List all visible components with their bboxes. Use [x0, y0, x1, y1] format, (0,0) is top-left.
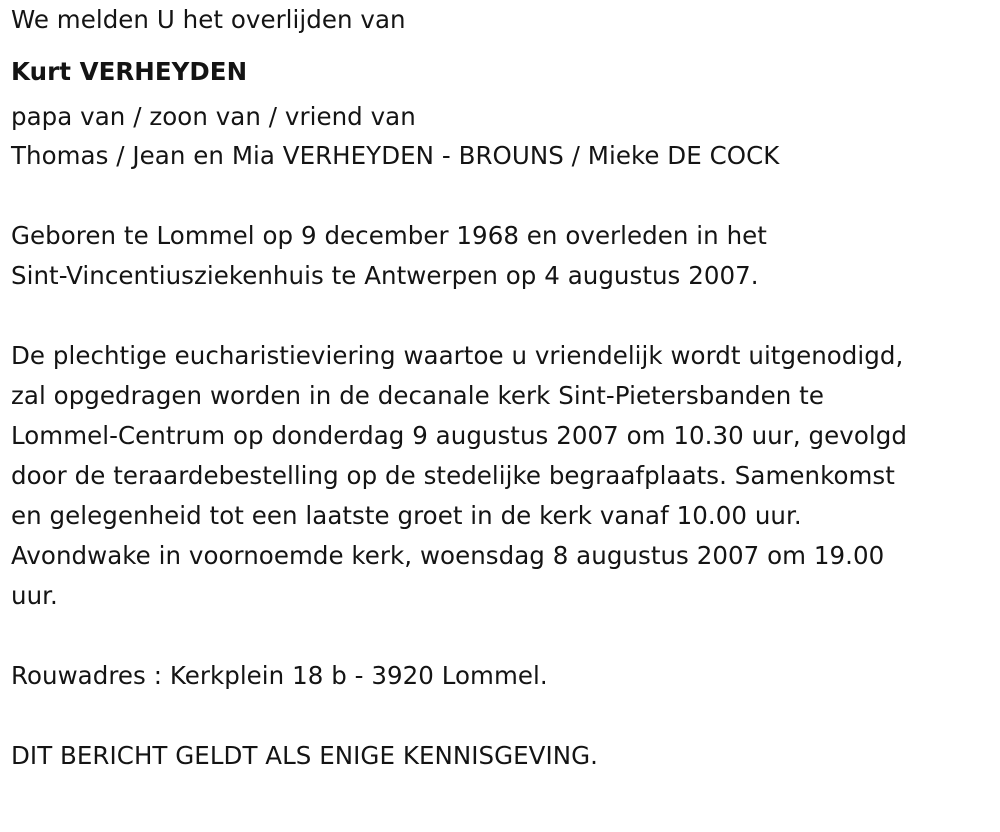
ceremony-paragraph — [11, 336, 996, 616]
address-text: Rouwadres : Kerkplein 18 b - 3920 Lommel. — [11, 661, 548, 690]
birth-death-paragraph — [11, 216, 996, 296]
paragraph-line: Lommel-Centrum op donderdag 9 augustus 2007 om 10.30 uur, gevolgd — [11, 421, 907, 450]
paragraph-line: en gelegenheid tot een laatste groet in de kerk vanaf 10.00 uur. — [11, 501, 802, 530]
closing-text: DIT BERICHT GELDT ALS ENIGE KENNISGEVING. — [11, 741, 599, 770]
paragraph-line: door de teraardebestelling op de stedelijke begraafplaats. Samenkomst — [11, 461, 895, 490]
spacer — [11, 176, 996, 216]
spacer — [11, 696, 996, 736]
spacer — [11, 296, 996, 336]
paragraph-line: Sint-Vincentiusziekenhuis te Antwerpen op 4 augustus 2007. — [11, 261, 759, 290]
relations-label: papa van / zoon van / vriend van — [11, 102, 416, 131]
relations-names: Thomas / Jean en Mia VERHEYDEN - BROUNS / Mieke DE COCK — [11, 141, 780, 170]
deceased-name: Kurt VERHEYDEN — [11, 57, 248, 86]
paragraph-line: De plechtige eucharistieviering waartoe u vriendelijk wordt uitgenodigd, — [11, 341, 904, 370]
death-notice — [11, 0, 996, 776]
paragraph-line: uur. — [11, 581, 58, 610]
paragraph-line: zal opgedragen worden in de decanale kerk Sint-Pietersbanden te — [11, 381, 824, 410]
intro-text: We melden U het overlijden van — [11, 5, 406, 34]
paragraph-line: Avondwake in voornoemde kerk, woensdag 8 augustus 2007 om 19.00 — [11, 541, 885, 570]
spacer — [11, 616, 996, 656]
paragraph-line: Geboren te Lommel op 9 december 1968 en overleden in het — [11, 221, 767, 250]
